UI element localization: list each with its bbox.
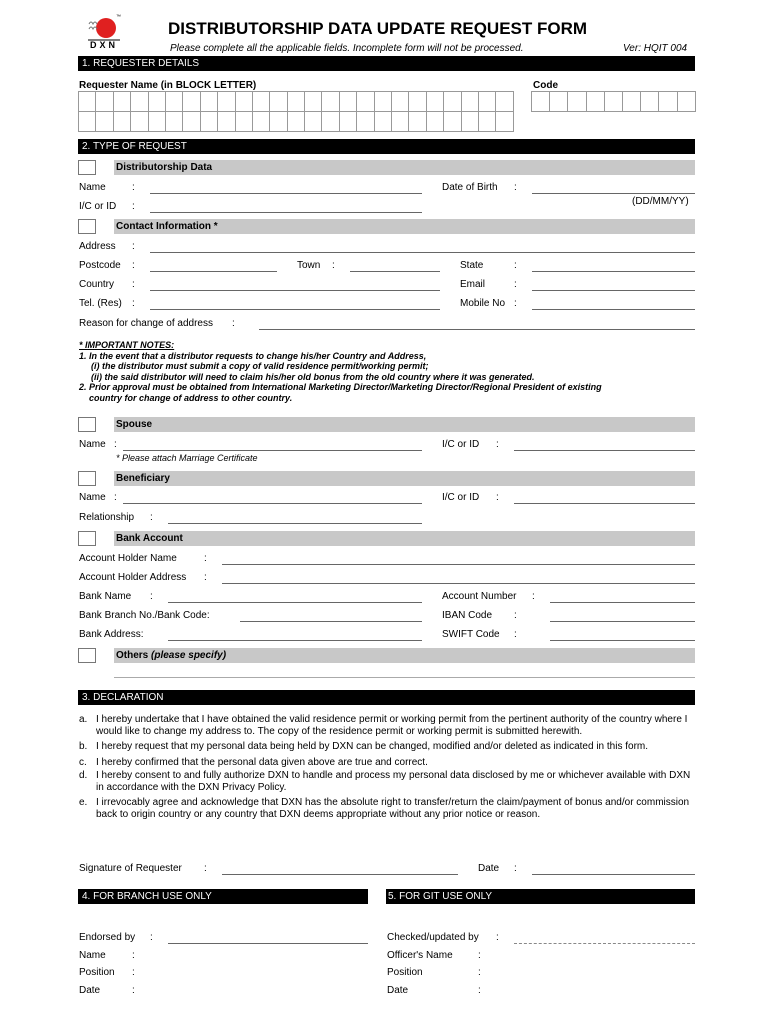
colon: : xyxy=(478,967,481,978)
colon: : xyxy=(150,512,153,523)
dxn-logo xyxy=(86,16,122,50)
bank-branch-label: Bank Branch No./Bank Code: xyxy=(79,610,210,621)
colon: : xyxy=(514,863,517,874)
git-position-label: Position xyxy=(387,967,423,978)
char-box[interactable] xyxy=(339,111,357,132)
git-date-label: Date xyxy=(387,985,409,996)
form-version: Ver: HQIT 004 xyxy=(623,43,688,54)
tel-res-field[interactable] xyxy=(150,309,440,310)
marriage-cert-note: * Please attach Marriage Certificate xyxy=(116,453,258,463)
email-field[interactable] xyxy=(532,290,695,291)
others-checkbox[interactable] xyxy=(78,648,96,663)
char-box[interactable] xyxy=(478,91,496,112)
colon: : xyxy=(496,492,499,503)
country-label: Country xyxy=(79,279,115,290)
bank-address-label: Bank Address: xyxy=(79,629,144,640)
char-box[interactable] xyxy=(426,91,444,112)
section-git-use-bar: 5. FOR GIT USE ONLY xyxy=(386,889,695,904)
town-label: Town xyxy=(297,260,321,271)
colon: : xyxy=(204,572,207,583)
bank-account-checkbox[interactable] xyxy=(78,531,96,546)
account-number-field[interactable] xyxy=(550,602,695,603)
char-box[interactable] xyxy=(321,91,339,112)
colon: : xyxy=(150,591,153,602)
char-box[interactable] xyxy=(235,111,253,132)
spouse-ic-label: I/C or ID xyxy=(442,439,480,450)
reason-label: Reason for change of address xyxy=(79,318,213,329)
char-box[interactable] xyxy=(443,91,461,112)
declaration-list xyxy=(79,714,695,824)
dob-field[interactable] xyxy=(532,193,695,194)
dob-format-hint: (DD/MM/YY) xyxy=(632,196,689,207)
char-box[interactable] xyxy=(408,91,426,112)
postcode-field[interactable] xyxy=(150,271,277,272)
holder-name-label: Account Holder Name xyxy=(79,553,177,564)
distributorship-data-checkbox[interactable] xyxy=(78,160,96,175)
section-requester-details-bar: 1. REQUESTER DETAILS xyxy=(78,56,695,71)
colon: : xyxy=(204,553,207,564)
char-box[interactable] xyxy=(130,111,148,132)
bank-name-field[interactable] xyxy=(168,602,422,603)
form-instruction: Please complete all the applicable fields. Incomplete form will not be processed. xyxy=(170,43,524,54)
char-box[interactable] xyxy=(252,91,270,112)
colon: : xyxy=(496,932,499,943)
dist-ic-label: I/C or ID xyxy=(79,201,117,212)
others-hint: (please specify) xyxy=(151,650,227,661)
branch-name-label: Name xyxy=(79,950,106,961)
colon: : xyxy=(514,610,517,621)
char-box[interactable] xyxy=(478,111,496,132)
char-box[interactable] xyxy=(113,111,131,132)
note-1-i: (i) the distributor must submit a copy of valid residence permit/working permit; xyxy=(91,361,429,371)
colon: : xyxy=(132,201,135,212)
colon: : xyxy=(204,863,207,874)
char-box[interactable] xyxy=(677,91,696,112)
char-box[interactable] xyxy=(165,91,183,112)
char-box[interactable] xyxy=(217,111,235,132)
mobile-label: Mobile No xyxy=(460,298,506,309)
postcode-label: Postcode xyxy=(79,260,121,271)
char-box[interactable] xyxy=(321,111,339,132)
char-box[interactable] xyxy=(78,111,96,132)
declaration-item: b. I hereby request that my personal data being held by DXN can be changed, modified and/or deleted as indicated in this form. xyxy=(79,741,649,752)
others-header xyxy=(114,648,695,663)
char-box[interactable] xyxy=(531,91,550,112)
requester-name-boxes[interactable] xyxy=(79,92,514,132)
holder-address-field[interactable] xyxy=(222,583,695,584)
colon: : xyxy=(514,298,517,309)
note-2: 2. Prior approval must be obtained from International Marketing Director/Marketing Director/Regional President of existing xyxy=(79,382,602,392)
char-box[interactable] xyxy=(443,111,461,132)
char-box[interactable] xyxy=(304,91,322,112)
char-box[interactable] xyxy=(567,91,586,112)
logo-text: DXN xyxy=(90,40,119,50)
colon: : xyxy=(532,591,535,602)
section-type-of-request-bar: 2. TYPE OF REQUEST xyxy=(78,139,695,154)
account-number-label: Account Number xyxy=(442,591,517,602)
beneficiary-name-field[interactable] xyxy=(123,503,422,504)
char-box[interactable] xyxy=(391,91,409,112)
beneficiary-header: Beneficiary xyxy=(114,471,695,486)
char-box[interactable] xyxy=(200,91,218,112)
char-box[interactable] xyxy=(287,111,305,132)
char-box[interactable] xyxy=(356,111,374,132)
iban-field[interactable] xyxy=(550,621,695,622)
address-label: Address xyxy=(79,241,116,252)
holder-address-label: Account Holder Address xyxy=(79,572,187,583)
char-box[interactable] xyxy=(235,91,253,112)
bank-branch-field[interactable] xyxy=(240,621,422,622)
char-box[interactable] xyxy=(495,91,513,112)
colon: : xyxy=(478,950,481,961)
state-label: State xyxy=(460,260,484,271)
colon: : xyxy=(514,260,517,271)
town-field[interactable] xyxy=(350,271,440,272)
relationship-label: Relationship xyxy=(79,512,135,523)
beneficiary-name-label: Name xyxy=(79,492,106,503)
iban-label: IBAN Code xyxy=(442,610,493,621)
char-box[interactable] xyxy=(586,91,605,112)
colon: : xyxy=(132,967,135,978)
others-title: Others xyxy=(116,650,149,661)
char-box[interactable] xyxy=(495,111,513,132)
signature-label: Signature of Requester xyxy=(79,863,182,874)
colon: : xyxy=(114,492,117,503)
declaration-item: a. I hereby undertake that I have obtained the valid residence permit or working permit from the pertinent authority of the country where I would like to change my address to. The copy of the residence permit or working permit is submitted herewith. xyxy=(79,714,688,737)
char-box[interactable] xyxy=(391,111,409,132)
reason-field[interactable] xyxy=(259,329,695,330)
endorsed-by-label: Endorsed by xyxy=(79,932,136,943)
char-box[interactable] xyxy=(658,91,677,112)
colon: : xyxy=(150,932,153,943)
char-box[interactable] xyxy=(269,111,287,132)
char-box[interactable] xyxy=(287,91,305,112)
contact-information-header: Contact Information * xyxy=(114,219,695,234)
distributorship-data-header: Distributorship Data xyxy=(114,160,695,175)
bank-account-header: Bank Account xyxy=(114,531,695,546)
spouse-header: Spouse xyxy=(114,417,695,432)
colon: : xyxy=(132,950,135,961)
dob-label: Date of Birth xyxy=(442,182,498,193)
colon: : xyxy=(232,318,235,329)
char-box[interactable] xyxy=(165,111,183,132)
char-box[interactable] xyxy=(356,91,374,112)
dist-ic-field[interactable] xyxy=(150,212,422,213)
colon: : xyxy=(114,439,117,450)
country-field[interactable] xyxy=(150,290,440,291)
char-box[interactable] xyxy=(339,91,357,112)
checked-by-field[interactable] xyxy=(514,943,695,944)
colon: : xyxy=(514,279,517,290)
note-2-cont: country for change of address to other country. xyxy=(89,392,293,403)
others-field[interactable] xyxy=(114,677,695,678)
signature-date-field[interactable] xyxy=(532,874,695,875)
beneficiary-checkbox[interactable] xyxy=(78,471,96,486)
char-box[interactable] xyxy=(374,111,392,132)
section-branch-use-bar: 4. FOR BRANCH USE ONLY xyxy=(78,889,368,904)
notes-heading: * IMPORTANT NOTES: xyxy=(79,340,175,350)
char-box[interactable] xyxy=(408,111,426,132)
contact-information-checkbox[interactable] xyxy=(78,219,96,234)
signature-date-label: Date xyxy=(478,863,500,874)
colon: : xyxy=(514,629,517,640)
holder-name-field[interactable] xyxy=(222,564,695,565)
char-box[interactable] xyxy=(461,91,479,112)
char-box[interactable] xyxy=(95,91,113,112)
char-box[interactable] xyxy=(461,111,479,132)
branch-position-label: Position xyxy=(79,967,115,978)
char-box[interactable] xyxy=(217,91,235,112)
char-box[interactable] xyxy=(78,91,96,112)
endorsed-by-field[interactable] xyxy=(168,943,368,944)
declaration-item: d. I hereby consent to and fully authorize DXN to handle and process my personal data disclosed by me or whichever available with DXN in accordance with the DXN Privacy Policy. xyxy=(79,770,691,793)
colon: : xyxy=(478,985,481,996)
char-box[interactable] xyxy=(252,111,270,132)
char-box[interactable] xyxy=(182,91,200,112)
char-box[interactable] xyxy=(622,91,641,112)
declaration-item: e. I irrevocably agree and acknowledge that DXN has the absolute right to transfer/return the claim/payment of bonus and/or commission back to origin country or any country that DXN deems appropriate without any prior notice or reason. xyxy=(79,797,690,820)
relationship-field[interactable] xyxy=(168,523,422,524)
spouse-name-field[interactable] xyxy=(123,450,422,451)
section-declaration-bar: 3. DECLARATION xyxy=(78,690,695,705)
spouse-name-label: Name xyxy=(79,439,106,450)
requester-name-label: Requester Name (in BLOCK LETTER) xyxy=(79,80,257,91)
char-box[interactable] xyxy=(148,111,166,132)
char-box[interactable] xyxy=(304,111,322,132)
char-box[interactable] xyxy=(426,111,444,132)
char-box[interactable] xyxy=(269,91,287,112)
swift-field[interactable] xyxy=(550,640,695,641)
form-title: DISTRIBUTORSHIP DATA UPDATE REQUEST FORM xyxy=(168,19,588,38)
char-box[interactable] xyxy=(113,91,131,112)
code-label: Code xyxy=(533,80,558,91)
beneficiary-ic-label: I/C or ID xyxy=(442,492,480,503)
tel-res-label: Tel. (Res) xyxy=(79,298,122,309)
checked-by-label: Checked/updated by xyxy=(387,932,479,943)
bank-name-label: Bank Name xyxy=(79,591,132,602)
address-field[interactable] xyxy=(150,252,695,253)
char-box[interactable] xyxy=(604,91,623,112)
signature-field[interactable] xyxy=(222,874,458,875)
note-1-ii: (ii) the said distributor will need to claim his/her old bonus from the old country where it was generated. xyxy=(91,371,535,382)
colon: : xyxy=(132,182,135,193)
char-box[interactable] xyxy=(549,91,568,112)
logo-trademark: ™ xyxy=(116,14,121,20)
colon: : xyxy=(514,182,517,193)
char-box[interactable] xyxy=(640,91,659,112)
code-boxes[interactable] xyxy=(532,92,696,112)
declaration-item: c. I hereby confirmed that the personal data given above are true and correct. xyxy=(79,756,428,768)
dist-name-field[interactable] xyxy=(150,193,422,194)
colon: : xyxy=(496,439,499,450)
colon: : xyxy=(132,241,135,252)
char-box[interactable] xyxy=(148,91,166,112)
swift-label: SWIFT Code xyxy=(442,629,500,640)
char-box[interactable] xyxy=(130,91,148,112)
char-box[interactable] xyxy=(200,111,218,132)
char-box[interactable] xyxy=(374,91,392,112)
colon: : xyxy=(132,298,135,309)
char-box[interactable] xyxy=(182,111,200,132)
mobile-field[interactable] xyxy=(532,309,695,310)
officer-name-label: Officer's Name xyxy=(387,950,453,961)
spouse-ic-field[interactable] xyxy=(514,450,695,451)
spouse-checkbox[interactable] xyxy=(78,417,96,432)
state-field[interactable] xyxy=(532,271,695,272)
email-label: Email xyxy=(460,279,486,290)
dist-name-label: Name xyxy=(79,182,106,193)
bank-address-field[interactable] xyxy=(168,640,422,641)
branch-date-label: Date xyxy=(79,985,101,996)
colon: : xyxy=(132,279,135,290)
colon: : xyxy=(332,260,335,271)
beneficiary-ic-field[interactable] xyxy=(514,503,695,504)
important-notes xyxy=(79,340,699,403)
char-box[interactable] xyxy=(95,111,113,132)
note-1: 1. In the event that a distributor requests to change his/her Country and Address, xyxy=(79,350,427,361)
colon: : xyxy=(132,985,135,996)
colon: : xyxy=(132,260,135,271)
